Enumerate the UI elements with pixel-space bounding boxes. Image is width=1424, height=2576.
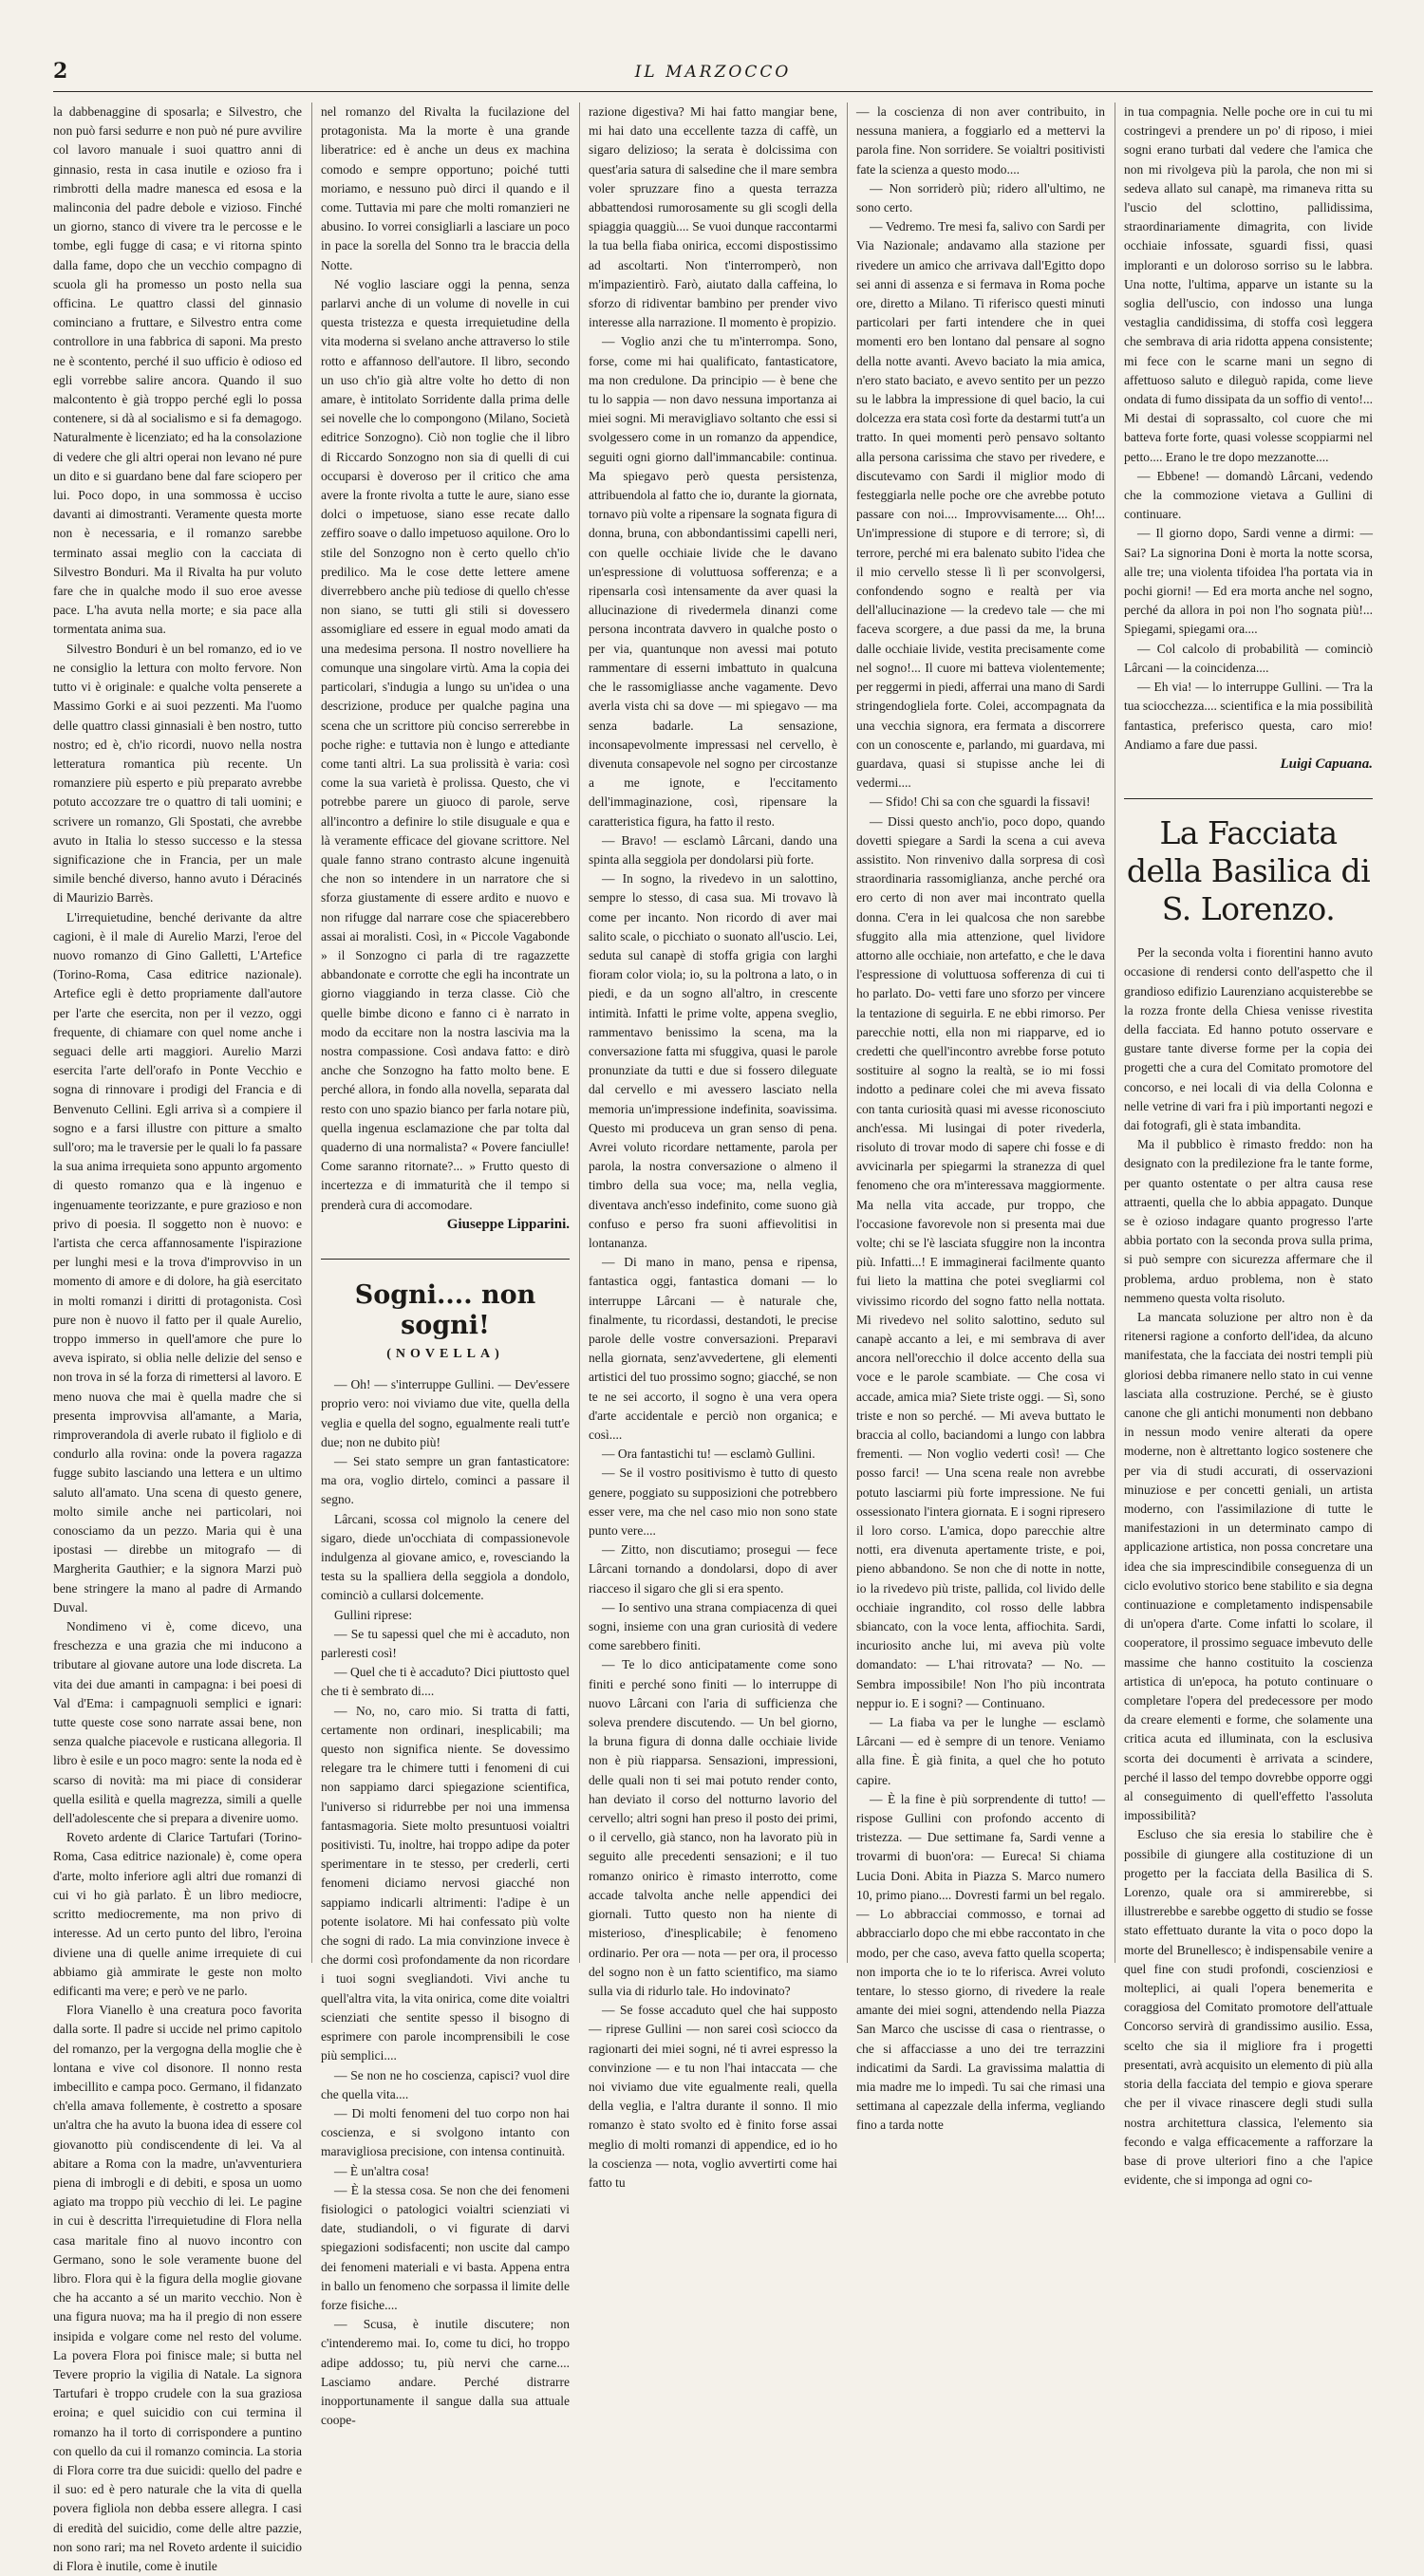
paragraph: Per la seconda volta i fiorentini hanno avuto occasione di rendersi conto dell'aspetto che il grandioso edifizio Laurenziano acquisterebbe se la rozza fronte della Chiesa venisse rivestita della facciata. Ed hanno potuto osservare e gustare tante diverse forme per la copia dei progetti che a cura del Comitato promotore del concorso, e nei locali di via della Colonna e nelle vetrine di vari fra i più importanti negozi e dai fotografi, gli è stata imbandita. — [1124, 945, 1373, 1132]
column-rule — [847, 103, 848, 1963]
paragraph: — Bravo! — esclamò Lârcani, dando una spinta alla seggiola per dondolarsi più forte. — [589, 832, 837, 867]
paragraph: la dabbenaggine di sposarla; e Silvestro, che non può farsi sedurre e non può né pure avvilire col lavoro manuale i suoi quattro anni di ginnasio, resta in casa inutile e ozioso fra i rimbrotti della madre manesca ed esosa e la malinconia del padre debole e vizioso. Finché un giorno, stanco di vivere tra le percosse e le tombe, egli fugge di casa; e vi ritorna spinto dalla fame, dopo che un vecchio compagno di scuola gli ha promesso un posto nella sua officina. Le quattro classi del ginnasio cominciano a fruttare, e Silvestro entra come controllore in una fabbrica di saponi. Ma presto ne è scontento, perché il suo ufficio è odioso ed egli vorrebbe salire ancora. Quando il suo malcontento è già troppo perché egli lo possa contenere, si dà al socialismo e si fa demagogo. Naturalmente è licenziato; ed ha la consolazione di vedere che gli altri operai non levano né pure un dito e si guardano bene dal fare sciopero per lui. Poco dopo, in una sommossa è ucciso davanti ai dimostranti. Veramente questa morte non è necessaria, e il romanzo sarebbe terminato assai meglio con la cacciata di Silvestro Bonduri. Ma il Rivalta ha pur voluto fare che in qualche modo il suo eroe avesse pace. L'ha avuta nella morte; e sia pace alla tormentata anima sua. — [53, 104, 302, 637]
paragraph: — Scusa, è inutile discutere; non c'intenderemo mai. Io, come tu dici, ho troppo adipe addosso; tu, più nervi che carne.... Lasciamo andare. Perché distrarre inopportunamente il sangue dalla sua attuale coope- — [321, 2317, 570, 2428]
paragraph: Flora Vianello è una creatura poco favorita dalla sorte. Il padre si uccide nel primo capitolo del romanzo, per la vergogna della moglie che è lontana e vive col disonore. Il nonno resta imbecillito e campa poco. Germano, il fidanzato ch'ella amava follemente, è costretto a sposare un'altra che ha avuto la buona idea di essere col giovanotto più condiscendente di lei. Va al abitare a Roma con la madre, un'avventuriera piena di imbrogli e di debiti, e sposa un uomo agiato ma troppo più vecchio di lei. Le pagine in cui è descritta l'irrequietudine di Flora nella casa maritale fino al nuovo incontro con Germano, sono le sole veramente buone del libro. Flora qui è la figura della moglie giovane che ha accanto a sé un marito vecchio. Non è una figura nuova; ma ha il pregio di non essere insipida e volgare come nel resto del volume. La povera Flora poi finisce male; si butta nel Tevere proprio la vigilia di Natale. La signora Tartufari è troppo crudele con la sua graziosa eroina; e quel suicidio con cui termina il romanzo ha il torto di corrispondere a puntino con quello da cui il romanzo comincia. La storia di Flora corre tra due suicidi: quello del padre e il suo: ed è pero naturale che la vita di quella povera figliola non debba essere allegra. I casi di eredità del suicidio, come delle altre pazzie, non sono rari; ma nel Roveto ardente il suicidio di Flora è inutile, come è inutile — [53, 2003, 302, 2573]
paragraph: — È la stessa cosa. Se non che dei fenomeni fisiologici o patologici voialtri scienziati vi date, studiandoli, o vi figurate di darvi spiegazioni sodisfacenti; non uscite dal campo dei fenomeni materiali e vi basta. Appena entra in ballo un fenomeno che sorpassa il limite delle forze fisiche.... — [321, 2182, 570, 2312]
story-title: Sogni.... non sogni! — [321, 1259, 570, 1341]
paragraph: Gullini riprese: — [334, 1607, 413, 1622]
paragraph: — È la fine è più sorprendente di tutto! — rispose Gullini con profondo accento di tristezza. — Due settimane fa, Sardi venne a trovarmi di buon'ora: — Eureca! Si chiama Lucia Doni. Abita in Piazza S. Marco numero 10, primo piano.... Dovresti farmi un bel regalo. — Lo abbracciai commosso, e tornai ad abbracciarlo dopo che mi ebbe raccontato in che modo, per che caso, aveva fatto quella scoperta; non importa che io te lo riferisca. Avrei voluto tentare, lo stesso giorno, di rivedere la reale amante dei miei sogni, attendendo nella Piazza San Marco che uscisse di casa o rientrasse, o che si affacciasse a uno dei tre terrazzini indicatimi da Sardi. La gravissima malattia di mia madre me lo impedì. Tu sai che rimasi una settimana al capezzale della inferma, vegliando fino a tarda notte — [856, 1791, 1105, 2133]
paragraph: — Quel che ti è accaduto? Dici piuttosto quel che ti è sembrato di.... — [321, 1665, 570, 1699]
paragraph: — Se fosse accaduto quel che hai supposto — riprese Gullini — non sarei così sciocco da ragionarti dei miei sogni, né ti avrei espresso la convinzione — e tu non l'hai intaccata — che noi viviamo due vite egualmente reali, quella della veglia, e l'altra durante il sonno. Il mio romanzo è stato svolto ed è finito forse assai meglio di molti romanzi di appendice, ed io ho la coscienza — nota, voglio avvertirti come hai fatto tu — [589, 2003, 837, 2190]
paragraph: Ma il pubblico è rimasto freddo: non ha designato con la predilezione fra le tante forme, per quanto ostentate o per altra causa rese attraenti, quella che lo abbia appagato. Dunque se è ozioso indagare quanto progresso l'arte abbia portato con la seconda prova sulla prima, si può sempre con sicurezza affermare che il problema, arduo problema, non è stato nemmeno questa volta risoluto. — [1124, 1137, 1373, 1305]
page-header — [53, 57, 1373, 92]
paragraph: — Sei stato sempre un gran fantasticatore: ma ora, voglio dirtelo, cominci a passare il segno. — [321, 1454, 570, 1507]
column-rule — [311, 103, 312, 1963]
paragraph: nel romanzo del Rivalta la fucilazione del protagonista. Ma la morte è una grande liberatrice: ed è anche un deus ex machina comodo e sempre opportuno; poiché tutti moriamo, e nessuno può dirci il quando e il come. Tuttavia mi pare che molti romanzieri ne abusino. Io vorrei consigliarli a lasciare un poco in pace la sorella del Sonno tra le braccia della Notte. — [321, 104, 570, 272]
paragraph: — In sogno, la rivedevo in un salottino, sempre lo stesso, di casa sua. Mi trovavo là come per incanto. Non ricordo di aver mai salito scale, o picchiato o suonato all'uscio. Lei, seduta sul canapè di stoffa grigia con larghi fioram color viola; io, su la poltrona a lato, o in piedi, e da un sogno all'altro, in crescente intimità. Infatti le prime volte, appena sveglio, rammentavo benissimo la scena, ma la conversazione fatta mi sfuggiva, quasi le parole pronunziate da tutti e due si fossero dileguate dal cervello e mi avessero lasciato nella memoria un'impressione indefinita, soavissima. Questo mi produceva un gran senso di pena. Avrei voluto ricordare nettamente, parola per parola, la nostra conversazione o almeno il timbro della sua voce; ma, nella veglia, diventava anch'esso indefinito, come suono già confuso e perso fra suoni affievolitisi in lontananza. — [589, 871, 837, 1250]
paragraph: — Dissi questo anch'io, poco dopo, quando dovetti spiegare a Sardi la scena a cui aveva assistito. Non rinvenivo dalla sorpresa di così straordinaria rassomiglianza, anche perché ora ero certo di non aver mai incontrato quella donna. C'era in lei qualcosa che non sarebbe sfuggito alla mia attenzione, quel lividore attorno alle occhiaie, non artefatto, e che le dava l'espressione di voluttuosa sofferenza di cui ti ho parlato. Do- vetti fare uno sforzo per vincere la tentazione di seguirla. E ne ebbi rimorso. Per parecchie notti, ella non mi riapparve, ed io credetti che quell'incontro avrebbe forse potuto sostituire al sogno la realtà, se io mi fossi indotto a pedinare colei che mi aveva fissato con tanta curiosità quasi mi avesse riconosciuto anch'essa. Mi lusingai di poter rivederla, risoluto di trovar modo di sapere chi fosse e di avvicinarla per spiegarmi la stranezza di quel fenomeno che ora m'interessava maggiormente. Ma nella vita accade, pur troppo, che l'occasione favorevole non si presenta mai due volte; chi se l'è lasciata sfuggire non la incontra più. Infatti...! E immaginerai facilmente quanto fui lieto la mattina che potei svegliarmi col vivissimo ricordo del sogno fatto nella nottata. Mi rivedevo nel solito salottino, seduto sul canapè accanto a lei, e mi sembrava di aver ancora nell'orecchio il dolce accento della sua voce e le parole scambiate. — Che cosa vi accade, amica mia? Siete triste oggi. — Sì, sono triste e non so perché. — Mi aveva buttato le braccia al collo, baciandomi a lungo con labbra frementi. — Non voglio vederti così! — Che posso farci! — Una scena reale non avrebbe potuto lasciarmi più forte impressione. Ne fui ossessionato l'intera giornata. E i sogni ripresero il loro corso. L'amica, dopo parecchie altre notti, era divenuta apertamente triste, e poi, pieno abbandono. Se non che di notte in notte, io la rivedevo più triste, pallida, col livido delle occhiaie ingrandito, col rosso delle labbra sbiancato, con la voce lenta, affiochita. Sardi, incuriosito anche lui, mi aveva più volte domandato: — L'hai ritrovata? — No. — Sembra impossibile! Non l'ho più incontrata neppur io. E i sogni? — Continuano. — [856, 813, 1105, 1710]
article-title: La Facciata della Basilica di S. Lorenzo. — [1124, 798, 1373, 928]
author-signature: Giuseppe Lipparini. — [446, 1216, 570, 1232]
paragraph: Silvestro Bonduri è un bel romanzo, ed io ve ne consiglio la lettura con molto fervore. Non tutto vi è originale: e qualche volta penserete a Massimo Gorki e ai suoi pezzenti. Ma l'uomo delle quattro classi ginnasiali è ben nostro, tutto nostro; ed è, ch'io ricordi, nuovo nella nostra letteratura romantica più recente. Un romanziere più esperto e più preparato avrebbe potuto accozzare tre o quattro di tali uomini; e scrivere un romanzo, Gli Spostati, che avrebbe avuto in Italia lo stesso successo e la stessa significazione che in Francia, per un male simile benché diverso, hanno avuto i Déracinés di Maurizio Barrès. — [53, 641, 302, 905]
newspaper-page — [53, 57, 1373, 2573]
paragraph: — Di molti fenomeni del tuo corpo non hai coscienza, e si svolgono intanto con maravigliosa precisione, con intensa continuità. — [321, 2105, 570, 2159]
paragraph: razione digestiva? Mi hai fatto mangiar bene, mi hai dato una eccellente tazza di caffè, un sigaro delizioso; la serata è dolcissima con quest'aria satura di salsedine che il mare sembra voler spruzzare fino a questa terrazza abbattendosi rumorosamente su gli scogli della spiaggia quaggiù.... Se vuoi dunque raccontarmi la tua bella fiaba onirica, eccomi dispostissimo ad ascoltarti. Non t'interromperò, non m'impazientirò. Farò, aiutato dalla caffeina, lo sforzo di ridiventar bambino per prender vivo interesse alla narrazione. Il momento è propizio. — [589, 104, 837, 330]
column-4 — [856, 103, 1105, 2133]
column-2 — [321, 103, 570, 2428]
paragraph: — Te lo dico anticipatamente come sono finiti e perché sono finiti — lo interruppe di nuovo Lârcani con l'aria di sufficienza che soleva prendere discutendo. — Un bel giorno, la bruna figura di donna dalle occhiaie livide non è più riapparsa. Sensazioni, impressioni, delle quali non ti sei mai potuto render conto, han deviato il corso del notturno lavorio del cervello; altri sogni han preso il posto dei primi, o il cervello, già stanco, non ha lavorato più in seguito alle precedenti sensazioni; e il tuo romanzo onirico è rimasto interrotto, come accade talvolta anche nelle appendici dei giornali. Tutto questo non ha niente di misterioso, d'inesplicabile; è fenomeno ordinario. Per ora — nota — per ora, il processo del sogno non è un fatto scientifico, ma siamo sulla via di ridurlo tale. Ho indovinato? — [589, 1657, 837, 1998]
column-1 — [53, 103, 302, 2573]
paragraph: — Non sorriderò più; ridero all'ultimo, ne sono certo. — [856, 180, 1105, 215]
paragraph: La mancata soluzione per altro non è da ritenersi ragione a conforto dell'idea, da alcuno manifestata, che la facciata dei nostri templi più gloriosi debba rimanere nello stato in cui venne lasciata alla costruzione. Perché, se è giusto canone che gli antichi monumenti non debbano in nessun modo venire alterati da opere moderne, non è altrettanto logico sostenere che per via di studi accurati, di osservazioni minuziose e per concetti geniali, un artista moderno, con l'assimilazione di tutte le manifestazioni in un determinato campo di applicazione artistica, non possa concretare una idea che sia imprescindibile conseguenza di un ciclo evolutivo storico bene stabilito e sia degna continuazione e completamento indispensabile di un'opera d'arte. Come infatti lo scolare, il cooperatore, il prossimo seguace imbevuto delle massime che hanno costituito la coscienza artistica di un'epoca, ha potuto continuare o completare l'opera del predecessore per modo da creare elementi e forme, che solamente una critica acuta ed illuminata, con la esclusiva scorta dei documenti è arrivata a scindere, perché il lasso del tempo dovrebbe opporre oggi al conseguimento di quell'effetto l'assoluta impossibilità? — [1124, 1309, 1373, 1823]
paragraph: L'irrequietudine, benché derivante da altre cagioni, è il male di Aurelio Marzi, l'eroe del nuovo romanzo di Gino Galletti, L'Artefice (Torino-Roma, Casa editrice nazionale). Artefice egli è detto propriamente dall'autore per l'arte che esercita, non per il vezzo, oggi frequente, di chiamare con quel nome anche i seguaci delle arti maggiori. Aurelio Marzi esercita l'arte dell'orafo in Ponte Vecchio e sogna di rinnovare i prodigi del Francia e di Benvenuto Cellini. Egli arriva sì a compiere il sogno e a farsi illustre con pitture a smalto sull'oro; ma le traversie per le quali lo fa passare la sua anima irrequieta sono appunto argomento di questo romanzo qua e là ingenuo e ingenuamente teorizzante, e pure grazioso e non privo di poesia. Il soggetto non è nuovo: e l'artista che cerca affannosamente l'ispirazione per lunghi mesi e la trova d'improvviso in un momento di amore e di dolore, ha già esercitato in molti romanzi i diritti di protagonista. Così pure non è nuovo il fatto per il quale Aurelio, troppo immerso in quell'amore che pure lo aveva ispirato, si oblia nelle delizie del senso e non trova in sé la forza di rimettersi al lavoro. E meno nuova che mai è quella madre che si presenta improvvisa all'amante, a Maria, rimproverandola di averle rubato il figliolo e di condurlo alla rovina: onde la povera ragazza fugge subito lasciando una lettera e un ultimo saluto all'amato. Una scena di questo genere, molto simile anche nei particolari, noi conosciamo da un pezzo. Maria qui è una ipostasi — direbbe un mitografo — di Margherita Gauthier; e la signora Marzi può bene stringere la mano al padre di Armando Duval. — [53, 909, 302, 1615]
paragraph: — la coscienza di non aver contribuito, in nessuna maniera, a foggiarlo ed a mettervi la parola fine. Non sorridere. Se voialtri positivisti fate la scienza a questo modo.... — [856, 104, 1105, 177]
paragraph: Né voglio lasciare oggi la penna, senza parlarvi anche di un volume di novelle in cui questa tristezza e questa irrequietudine della vita moderna si svelano anche attraverso lo stile rotto e affannoso dell'autore. Il libro, secondo un uso ch'io già altre volte ho detto di non amare, è intitolato Sorridente dalla prima delle sei novelle che lo compongono (Milano, Società editrice Sonzogno). Ciò non toglie che il libro di Riccardo Sonzogno non sia di quelli di cui occuparsi è doveroso per il critico che ama avere la fronte rivolta a tutte le aure, siano esse dolci o impetuose, siano esse recate dallo zeffiro soave o dallo impetuoso aquilone. Oro lo stile del Sonzogno non è certo quello ch'io predilico. Ma le cose dette lettere amene diverrebbero anche più tediose di quello ch'esse non siano, se tutti gli stili si dovessero assomigliare ed essere in egual modo amati da una medesima persona. Il nostro novelliere ha comunque una singolare virtù. Ama la copia dei particolari, s'indugia a lungo su un'idea o una descrizione, produce per qualche pagina una scena che un scrittore più conciso serrerebbe in poche righe: e tuttavia non è lungo e attediante come tanti altri. La sua prolissità è varia: così come la sua varietà è prolissa. Questo, che vi potrebbe parere un giuoco di parole, serve all'incontro a definire lo stile disuguale e qua e là veramente efficace del giovane scrittore. Nel quale fanno strano contrasto alcune ingenuità che non so intendere in un narratore che si sforza giustamente di essere ardito e nuovo e non rifugge dal narrare cose che spiacerebbero assai ai moralisti. Così, in « Piccole Vagabonde » il Sonzogno ci parla di tre ragazzette abbandonate e corrotte che egli ha incontrate un giorno viaggiando in terza classe. Ciò che quelle bimbe dicono e fanno ci è narrato in modo da eccitare non la nostra lascivia ma la nostra compassione. Così andava fatto: e dirò anche che Sonzogno ha fatto molto bene. E perché allora, in fondo alla novella, separata dal resto con uno spazio bianco per farla notare più, quella ingenua esclamazione che par tolta dal quaderno di una normalista? « Povere fanciulle! Come saranno ritornate?... » Frutto questo di incertezza e di immaturità che il tempo si prenderà cura di accomodare. — [321, 276, 570, 1212]
paragraph: — Se tu sapessi quel che mi è accaduto, non parleresti così! — [321, 1626, 570, 1661]
paragraph: — Sfido! Chi sa con che sguardi la fissavi! — [870, 794, 1091, 810]
column-3 — [589, 103, 837, 2190]
paragraph: — Eh via! — lo interruppe Gullini. — Tra la tua sciocchezza.... scientifica e la mia possibilità fantastica, preferisco questa, caro mio! Andiamo a fare due passi. — [1124, 680, 1373, 752]
paragraph: — Il giorno dopo, Sardi venne a dirmi: — Sai? La signorina Doni è morta la notte scorsa, alle tre; una violenta tifoidea l'ha portata via in pochi giorni! — Ed era morta anche nel sogno, perché da allora in poi non l'ho sognata più!... Spiegami, spiegami ora.... — [1124, 526, 1373, 637]
masthead: IL MARZOCCO — [634, 63, 792, 82]
columns — [53, 103, 1373, 2573]
paragraph: — La fiaba va per le lunghe — esclamò Lârcani — ed è sempre di un tenore. Veniamo alla fine. È già finita, a quel che ho potuto capire. — [856, 1715, 1105, 1787]
paragraph: — Vedremo. Tre mesi fa, salivo con Sardi per Via Nazionale; andavamo alla stazione per rivedere un amico che arrivava dall'Egitto dopo sei anni di assenza e si fermava in Roma poche ore, diretto a Milano. Ti riferisco questi minuti particolari per farti intendere che in quei momenti ero ben lontano dal pensare al sogno della notte avanti. Avevo baciato la mia amica, n'ero stato baciato, e avevo sentito per un pezzo su le labbra la impressione di quel bacio, la cui dolcezza era stata così forte da destarmi tutt'a un tratto. In quei momenti però pensavo soltanto alla persona carissima che stavo per rivedere, e discutevamo con Sardi il miglior modo di festeggiarla nelle poche ore che avrebbe potuto passare con noi.... Improvvisamente.... Oh!... Un'impressione di stupore e di terrore; sì, di terrore, perché mi era balenato subito l'idea che il mio cervello stesse lì lì per sconvolgersi, confondendo sogno e realtà per via dell'allucinazione — la credevo tale — che mi faceva scorgere, a due passi da me, la bruna dalle occhiaie livide, vestita precisamente come nel sogno!... Il cuore mi batteva violentemente; per reggermi in piedi, afferrai una mano di Sardi stringendogliela forte. Colei, accompagnata da una vecchia signora, era fermata a discorrere con un conoscente e, parlando, mi guardava, mi guardava, quasi si stupisse anche lei di vedermi.... — [856, 219, 1105, 791]
paragraph: Roveto ardente di Clarice Tartufari (Torino-Roma, Casa editrice nazionale) è, come opera d'arte, molto inferiore agli altri due romanzi di cui vi ho già parlato. È un libro mediocre, scritto mediocremente, ma non privo di interesse. Ad un certo punto del libro, l'eroina diviene una di quelle anime irrequiete di cui abbiamo già ammirate le geste non molto edificanti ma vere; e però ve ne parlo. — [53, 1830, 302, 1998]
paragraph: — Col calcolo di probabilità — cominciò Lârcani — la coincidenza.... — [1124, 641, 1373, 675]
paragraph: — Zitto, non discutiamo; prosegui — fece Lârcani tornando a dondolarsi, dopo di aver riacceso il sigaro che gli si era spento. — [589, 1542, 837, 1596]
paragraph: — No, no, caro mio. Si tratta di fatti, certamente non ordinari, inesplicabili; ma questo non significa niente. Se dovessimo relegare tra le chimere tutti i fenomeni di cui non sappiamo darci spiegazione scientifica, l'universo si ridurrebbe per noi una immensa fantasmagoria. Siete molto presuntuosi voialtri positivisti. Tu, inoltre, hai troppo adipe da poter sperimentare in te stesso, per crederli, certi fenomeni diciamo nervosi giacché non sappiamo indicarli altrimenti: l'adipe è un potente isolatore. Mi hai confessato più volte che sogni di rado. La mia convinzione invece è che dormi così profondamente da non ricordare i tuoi sogni svegliandoti. Vivi anche tu quell'altra vita, la vita onirica, come dite voialtri scienziati che sentite spesso il bisogno di esprimere con parole incomprensibili le cose più semplici.... — [321, 1703, 570, 2063]
paragraph: Lârcani, scossa col mignolo la cenere del sigaro, diede un'occhiata di compassionevole indulgenza al giovane amico, e, rovesciando la testa su la spalliera della seggiola a dondolo, cominciò a cullarsi dolcemente. — [321, 1511, 570, 1603]
story-subtitle: (NOVELLA) — [386, 1346, 504, 1361]
paragraph: — Voglio anzi che tu m'interrompa. Sono, forse, come mi hai qualificato, fantasticatore, ma non credulone. Da principio — è bene che tu lo sappia — non davo nessuna importanza ai miei sogni. Mi meravigliavo soltanto che essi si svolgessero come in un romanzo da appendice, seguiti ogni giorno dall'immancabile: continua. Ma spiegavo però questa persistenza, attribuendola al fatto che io, durante la giornata, tornavo più volte a ripensare la sognata figura di donna, bruna, con abbondantissimi capelli neri, con quelle occhiaie livide che le davano un'espressione di voluttuosa sofferenza; e a ripensarla così intensamente da aver quasi la allucinazione di rivedermela dinanzi come persona incontrata davvero in qualche posto o per via, quantunque non avessi mai potuto rammentare di esserni imbattuto in qualcuna che le rassomigliasse anche vagamente. Devo averla vista chi sa dove — mi spiegavo — ma senza badarle. La sensazione, inconsapevolmente impressasi nel cervello, è divenuta consapevole nel sogno per circostanze a me ignote, e l'eccitamento dell'immaginazione, così, ripensare la caratteristica figura, ha fatto il resto. — [589, 334, 837, 829]
paragraph: in tua compagnia. Nelle poche ore in cui tu mi costringevi a prendere un po' di riposo, i miei sogni erano turbati dal vedere che l'amica che non mi rivolgeva più la parola, che non mi si sedeva allato sul canapè, ma rimaneva ritta su l'uscio del sclottino, pallidissima, straordinariamente dimagrita, con livide occhiaie infossate, sguardi fissi, quasi imploranti e un doloroso sorriso su le labbra. Una notte, l'ultima, apparve un istante su la soglia dell'uscio, con indosso una lunga vestaglia candidissima, di stoffa così leggera che sembrava di aria ridotta appena consistente; mi fece con le scarne mani un segno di affettuoso saluto e dileguò rapida, come lieve ondata di fumo dissipata da un soffio di vento!... Mi destai di soprassalto, col cuore che mi batteva forte forte, quasi volesse scoppiarmi nel petto.... Erano le tre dopo mezzanotte.... — [1124, 104, 1373, 464]
page-number: 2 — [53, 59, 68, 84]
paragraph: — Ora fantastichi tu! — esclamò Gullini. — [602, 1447, 815, 1462]
paragraph: — Di mano in mano, pensa e ripensa, fantastica oggi, fantastica domani — lo interruppe Lârcani — è naturale che, finalmente, tu ricordassi, destandoti, le precise parole delle vostre conversazioni. Preparavi nella giornata, senz'avvedertene, gli elementi artistici del tuo prossimo sogno; giacché, se non te ne sei accorto, il sogno è una vera opera d'arte accidentale e perciò non organica; e così.... — [589, 1255, 837, 1443]
paragraph: — Io sentivo una strana compiacenza di quei sogni, insieme con una gran curiosità di vedere come sarebbero finiti. — [589, 1599, 837, 1653]
paragraph: — Ebbene! — domandò Lârcani, vedendo che la commozione vietava a Gullini di continuare. — [1124, 468, 1373, 522]
column-rule — [579, 103, 580, 1963]
column-5 — [1124, 103, 1373, 2188]
paragraph: — Se non ne ho coscienza, capisci? vuol dire che quella vita.... — [321, 2067, 570, 2101]
author-signature: Luigi Capuana. — [1280, 756, 1373, 772]
paragraph: — Oh! — s'interruppe Gullini. — Dev'essere proprio vero: noi viviamo due vite, quella della veglia e quella del sogno, egualmente reali tutt'e due; non ne dubito più! — [321, 1377, 570, 1449]
paragraph: — Se il vostro positivismo è tutto di questo genere, poggiato su supposizioni che potrebbero esser vere, ma che nel caso mio non sono state punto vere.... — [589, 1465, 837, 1539]
paragraph: Nondimeno vi è, come dicevo, una freschezza e una grazia che mi inducono a tributare al giovane autore una lode discreta. La vita dei due amanti in campagna: i bei poesi di Val d'Ema: i campagnuoli semplici e ignari: tutte queste cose sono narrate assai bene, non senza qualche piacevole e rusticana allegoria. Il libro è esile e un poco magro: sente la noda ed è scarso di novità: ma mi piace di considerar quella esilità e quella magrezza, simili a quelle dell'adolescente che si prepara a divenire uomo. — [53, 1619, 302, 1826]
paragraph: — È un'altra cosa! — [334, 2163, 430, 2178]
paragraph: Escluso che sia eresia lo stabilire che è possibile di giungere alla costituzione di un progetto per la facciata della Basilica di S. Lorenzo, quale ora si ammirerebbe, si illustrerebbe e sarebbe oggetto di studio se fosse stato effettuato durante la vita o poco dopo la morte del Brunellesco; è indispensabile venire a quel fine con studi profondi, coscienziosi e molteplici, ai quali l'opera benemerita e coraggiosa del Comitato promotore dell'attuale Concorso servirà di grandissimo ausilio. Essa, scelto che sia il migliore fra i progetti presentati, avrà acquisito un elemento di più alla storia della facciata del tempio e giova sperare che per il vivace rinascere degli studi sulla nostra architettura classica, l'elemento sia fecondo e valga efficacemente a rafforzare la base di prove ulteriori fino a che l'apice evidente, che si imponga ad ogni co- — [1124, 1827, 1373, 2188]
